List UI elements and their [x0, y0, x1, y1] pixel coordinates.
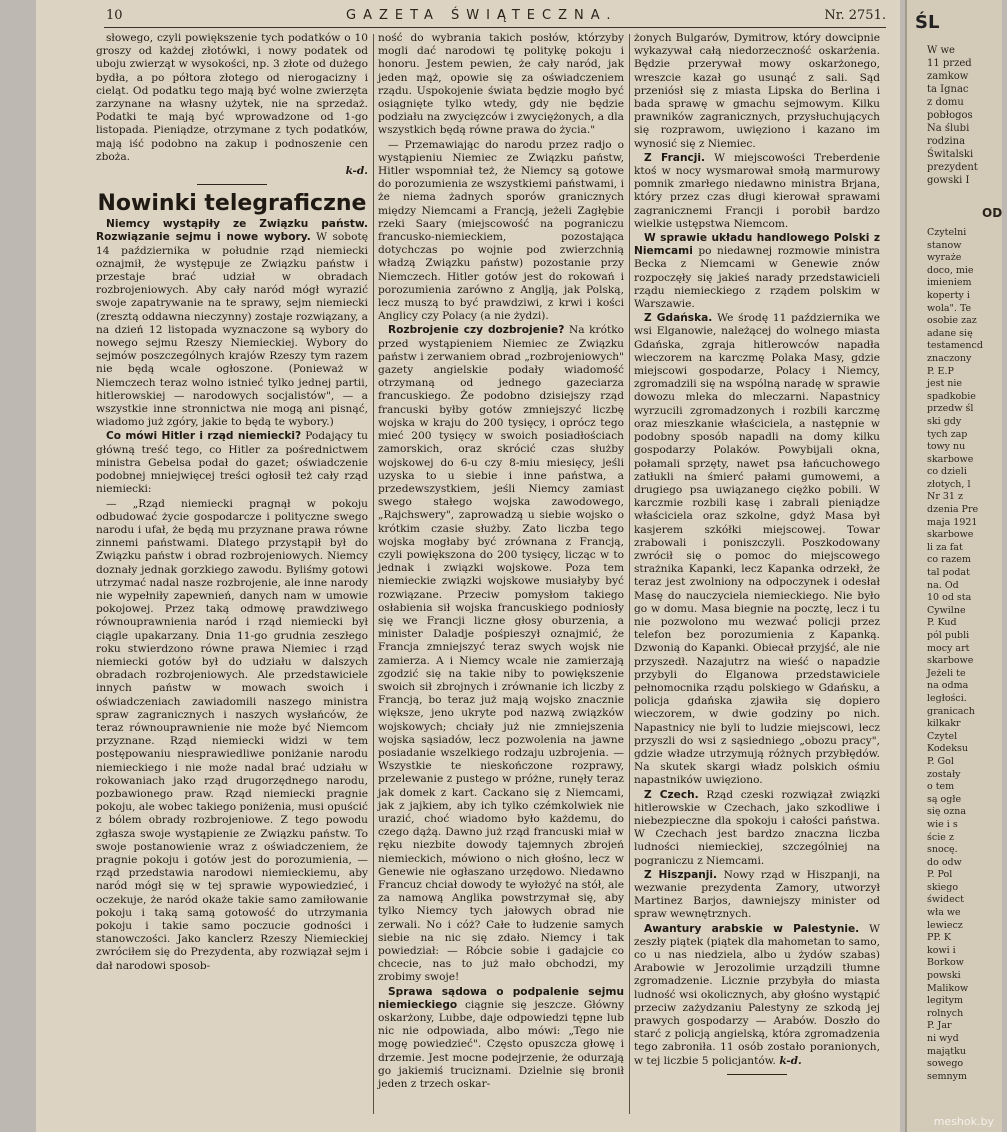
text-line: Kodeksu [927, 743, 969, 755]
paragraph: ciągnie się jeszcze. Główny oskarżony, Lubbe, daje odpowiedzi tępne lub nic nie odpowiada, albo mówi: „Tego nie mogę powiedzieć". Często opuszcza głowę i drzemie. Jest mocne podejrzenie, że odurzają go jakiemiś truciznami. Dzielnie się bronił jeden z trzech oskar- [378, 998, 624, 1091]
text-line: przedw śl [927, 403, 974, 415]
article-headline: Niemcy wystąpiły ze Związku państw. Rozwiązanie sejmu i nowe wybory. [96, 218, 368, 244]
text-line: lewiecz [927, 919, 963, 931]
text-line: znaczony [927, 352, 972, 364]
author-sign: k-d. [779, 1054, 802, 1067]
text-line: li za fat [927, 541, 963, 553]
text-line: adane się [927, 327, 973, 339]
text-line: pobłogos [927, 110, 973, 121]
text-line: skarbowe [927, 453, 974, 465]
text-line: W we [927, 45, 955, 56]
text-line: wie i s [927, 818, 958, 830]
text-line: osobie zaz [927, 315, 977, 327]
text-line: tal podat [927, 567, 970, 579]
text-line: co razem [927, 554, 971, 566]
watermark: meshok.by [933, 1115, 994, 1128]
text-line: kowi i [927, 944, 956, 956]
author-sign: k-d. [345, 165, 368, 178]
text-line: PP. K [927, 932, 951, 944]
article-headline: Sprawa sądowa o podpalenie sejmu niemieckiego [378, 985, 624, 1011]
paragraph: W miejscowości Treberdenie ktoś w nocy wysmarował smołą marmurowy pomnik zmarłego niedawno ministra Brjana, który przez czas długi kierował sprawami zagranicznemi Francji i porobił bardzo wielkie ustępstwa Niemcom. [634, 151, 880, 230]
text-line: imieniem [927, 277, 972, 289]
paragraph: ność do wybrania takich posłów, którzyby mogli dać narodowi tę politykę pokoju i honoru. Jestem pewien, że cały naród, jak jeden mąż, opowie się za oświadczeniem rządu. Uspokojenie świata będzie mogło być osiągnięte tylko wtedy, gdy nie będzie podziału na zwycięzców i zwyciężonych, a dla wszystkich będą równe prawa do życia." [378, 32, 624, 137]
text-line: wola". Te [927, 302, 972, 314]
section-heading: OD [982, 206, 1003, 220]
page-number: 10 [106, 8, 123, 23]
article-headline: Z Francji. [644, 151, 706, 164]
text-line: maja 1921 [927, 516, 978, 528]
text-line: świdect [927, 894, 964, 906]
text-line: Borkow [927, 957, 964, 969]
text-line: Malikow [927, 982, 969, 994]
text-line: 10 od sta [927, 592, 972, 604]
article-headline: Co mówi Hitler i rząd niemiecki? [106, 430, 302, 443]
text-line: semnym [927, 1070, 967, 1082]
paragraph: Rząd czeski rozwiązał związki hitlerowskie w Czechach, jako szkodliwe i niebezpieczne dla spokoju i całości państwa. W Czechach jest bardzo znaczna liczba ludności niemieckiej, szczególniej na pograniczu z Niemcami. [634, 788, 881, 867]
column-3 [634, 32, 880, 1127]
text-line: dzenia Pre [927, 504, 979, 516]
text-line: zamkow [927, 71, 969, 82]
paragraph: Podający tu główną treść tego, co Hitler za pośrednictwem ministra Gebelsa podał do gazet; oświadczenie podobnej mniejwięcej treści ogłosił też cały rząd niemiecki: [96, 430, 368, 496]
paragraph: Na krótko przed wystąpieniem Niemiec ze Związku państw i zerwaniem obrad „rozbrojeniowych" gazety angielskie podały wiadomość otrzymaną od jednego gazeciarza francuskiego. Że podobno dzisiejszy rząd francuski byłby gotów zmniejszyć liczbę wojska w kraju do 200 tysięcy, i oprócz tego mieć 200 tysięcy w swoich posiadłościach zamorskich, oraz skrócić czas służby wojskowej do 6-u czy 8-miu miesięcy, jeśli uzyska to u siebie i inne państwa, a przedewszystkiem, jeśli Niemcy zamiast swego stałego wojska zawodowego, „Rajchswery", zaprowadzą u siebie wojsko o krótkim czasie służby. Zato liczba tego wojska mogłaby być zrównana z Francją, czyli powiększona do 200 tysięcy, licząc w to jednak i związki wojskowe. Poza tem niemieckie związki wojskowe musiałyby być rozwiązane. Przeciw pomysłom takiego osłabienia sił wojska francuskiego podniosły się we Francji liczne głosy oburzenia, a minister Daladje pośpieszył oznajmić, że Francja zmniejszyć teraz swych wojsk nie zamierza. A i Niemcy wcale nie zamierzają zgodzić się na takie niby to powiększenie swoich sił zbrojnych i zrównanie ich liczby z Francją, bo teraz już mają wojsko znacznie większe, jeno ukryte pod nazwą związków wojskowych; chciały już nie zmniejszenia wojska sąsiadów, lecz pozwolenia na jawne posiadanie wszelkiego rodzaju uzbrojenia. — Wszystkie te nieskończone rozprawy, przelewanie z pustego w próżne, runęły teraz jak domek z kart. Cackano się z Niemcami, jak z jajkiem, aby ich tylko czémkolwiek nie urazić, choć wiadomo było każdemu, do czego dążą. Dawno już rząd francuski miał w ręku niezbite dowody tajemnych zbrojeń niemieckich, mówiono o nich głośno, lecz w Genewie nie ogłaszano urzędowo. Niedawno Francuz chciał dowody te wyłożyć na stół, ale za namową Anglika powstrzymał się, aby tylko Niemcy tych jałowych obrad nie zerwali. No i cóż? Całe to łudzenie samych siebie na nic się zdało. Niemcy i tak powiedział: — Róbcie sobie i gadajcie co chcecie, nas to już mało obchodzi, my zrobimy swoje! [378, 324, 625, 984]
paragraph: Nowy rząd w Hiszpanji, na wezwanie prezydenta Zamory, utworzył Martinez Barjos, dawniejszy minister od spraw wewnętrznych. [634, 868, 881, 921]
column-2 [378, 32, 624, 1127]
column-divider [629, 34, 630, 1114]
text-line: co dzieli [927, 466, 967, 478]
paragraph: po niedawnej rozmowie ministra Becka z Niemcami w Genewie znów rozpoczęły się jakieś narady przedstawicieli rządu niemieckiego z rządem polskim w Warszawie. [634, 245, 880, 311]
article-headline: W sprawie układu handlowego Polski z Niemcami [634, 232, 880, 258]
paragraph: — Przemawiając do narodu przez radjo o wystąpieniu Niemiec ze Związku państw, Hitler wspomniał też, że Niemcy są gotowe do porozumienia ze wszystkiemi państwami, i że niema żadnych sporów granicznych między Niemcami a Francją, jeżeli Zagłębie rzeki Saary (miejscowość na pograniczu francusko-niemieckiem, pozostająca dotychczas po wojnie pod zwierzchnią władzą Związku państw) pozostanie przy Niemczech. Hitler gotów jest do rokowań i porozumienia zarówno z Anglją, jak Polską, lecz muszą to być prawdziwi, z krwi i kości Anglicy czy Polacy (a nie żydzi). [378, 138, 624, 323]
text-line: wyraże [927, 252, 962, 264]
text-line: Czytelni [927, 227, 967, 238]
text-line: ta Ignac [927, 84, 969, 95]
adjacent-text-block [927, 226, 1007, 1082]
text-line: skiego [927, 881, 959, 893]
text-line: do odw [927, 856, 962, 868]
newspaper-page [36, 0, 900, 1132]
issue-number: Nr. 2751. [824, 8, 886, 23]
text-line: towy nu [927, 441, 966, 453]
text-line: wła we [927, 907, 961, 919]
text-line: powski [927, 970, 961, 982]
text-line: rolnych [927, 1007, 964, 1019]
separator [727, 1074, 787, 1075]
text-line: koperty i [927, 289, 970, 301]
text-line: złotych, l [927, 478, 971, 490]
header-rule [104, 27, 886, 28]
text-line: P. E.P [927, 365, 954, 377]
text-line: gowski I [927, 175, 970, 186]
text-line: Nr 31 z [927, 491, 963, 503]
text-line: pól publi [927, 630, 970, 641]
text-line: skarbowe [927, 655, 974, 667]
text-line: o tem [927, 781, 955, 793]
paragraph: W zeszły piątek (piątek dla mahometan to samo, co u nas niedziela, albo u żydów szabas) Arabowie w Jerozolimie urządzili tłumne zgromadzenie. Licznie przybyła do miasta ludność wsi okolicznych, aby głośno wystąpić przeciw zażydzaniu Palestyny ze szkodą jej prawych gospodarzy — Arabów. Doszło do starć z policją angielską, która zgromadzenia tego zabroniła. 11 osób zostało poranionych, w tej liczbie 5 policjantów. [634, 922, 881, 1067]
text-line: skarbowe [927, 529, 974, 541]
text-line: się ozna [927, 806, 967, 818]
text-line: doco, mie [927, 264, 974, 276]
article-headline: Rozbrojenie czy dozbrojenie? [388, 324, 565, 337]
text-line: stanow [927, 239, 962, 251]
paragraph: słowego, czyli powiększenie tych podatków o 10 groszy od każdej złotówki, i nowy podatek od uboju zwierząt w wysokości, np. 3 złote od dużego bydła, a po półtora złotego od nierogacizny i cieląt. Od podatku tego mają być wolne zwierzęta zarzynane na własny użytek, nie na sprzedaż. Podatki te mają być wprowadzone od 1-go listopada. Pieniądze, otrzymane z tych podatków, mają iść podobno na zakup i podnoszenie cen zboża. [96, 32, 368, 163]
text-line: ni wyd [927, 1033, 959, 1044]
text-line: na. Od [927, 579, 959, 591]
text-line: na odma [927, 680, 969, 692]
text-line: sowego [927, 1058, 964, 1070]
paragraph: — „Rząd niemiecki pragnął w pokoju odbudować życie gospodarcze i polityczne swego narodu i ufał, że będą mu przyznane prawa równe zinnemi państwami. Dlatego przystąpił był do Związku państw i obrad rozbrojeniowych. Niemcy doznały jednak gorzkiego zawodu. Byliśmy gotowi utrzymać nadal nasze rozbrojenie, ale inne narody nie wypełniły zapewnień, danych nam w umowie pokojowej. Przez taką odmowę prawdziwego równouprawnienia naród i rząd niemiecki był ciągle upakarzany. Dnia 11-go grudnia zeszłego roku stwierdzono równe prawa Niemiec i rząd niemiecki gotów był do udziału w dalszych obradach rozbrojeniowych. Ale przedstawiciele innych państw w mowach swoich i oświadczeniach zawiadomili naszego ministra spraw zagranicznych i naszych wysłańców, że teraz równouprawnienie nie może być Niemcom przyznane. Rząd niemiecki widzi w tem postępowaniu niesprawiedliwe poniżanie narodu niemieckiego i nie może nadal brać udziału w rokowaniach jako rząd drugorzędnego narodu, pozbawionego praw. Rząd niemiecki pragnie pokoju, ale wobec takiego poniżenia, musi opuścić z bólem obrady rozbrojeniowe. Z tego powodu zgłasza swoje wystąpienie ze Związku państw. To swoje postanowienie wraz z oświadczeniem, że pragnie pokoju i gotów jest do porozumienia, — rząd przedstawia narodowi niemieckiemu, aby naród mógł się w tej sprawie wypowiedzieć, i oczekuje, że naród okaże takie samo zamiłowanie pokoju i taką samą gotowość do utrzymania pokoju i takie samo poczucie godności i stanowczości. Jako kanclerz Rzeszy Niemieckiej zwróciłem się do Prezydenta, aby rozwiązał sejm i dał narodowi sposob- [96, 497, 368, 972]
article-headline: Z Hiszpanji. [644, 868, 718, 881]
text-line: jest nie [927, 378, 963, 390]
column-1 [96, 32, 368, 1127]
text-line: z domu [927, 97, 964, 108]
text-line: Świtalski [927, 149, 974, 160]
paragraph: W sobotę 14 października w południe rząd niemiecki oznajmił, że występuje ze Związku państw i przestaje brać udział w obradach rozbrojeniowych. Aby cały naród mógł wyrazić swoje zapatrywanie na te sprawy, sejm niemiecki (zresztą oddawna nieczynny) zostaje rozwiązany, a na dzień 12 listopada wyznaczone są wybory do nowego sejmu Rzeszy Niemieckiej. Wybory do sejmów poszczególnych krajów Rzeszy tym razem nie będą wcale ogłoszone. (Ponieważ w Niemczech teraz wolno istnieć tylko jednej partii, hitlerowskiej — narodowych socjalistów", — a wszystkie inne stronnictwa nie mogą ani pisnąć, wiadomo już zgóry, jakie to będą te wybory.) [96, 231, 368, 429]
adjacent-page-text [927, 44, 1007, 1082]
text-line: Czytel [927, 730, 958, 742]
column-divider [373, 34, 374, 1114]
adjacent-page-title: ŚL [915, 12, 940, 33]
text-line: ście z [927, 831, 954, 843]
text-line: legitym [927, 995, 963, 1007]
text-line: P. Pol [927, 869, 953, 881]
text-line: testamencd [927, 340, 983, 352]
text-line: 11 przed [927, 58, 972, 69]
article-headline: Z Gdańska. [644, 312, 713, 325]
text-line: Jeżeli te [927, 667, 966, 679]
text-line: zostały [927, 768, 961, 780]
text-line: P. Gol [927, 755, 954, 767]
text-line: kilkakr [927, 718, 961, 730]
text-line: P. Kud [927, 617, 957, 629]
paragraph: We środę 11 października we wsi Elganowie, należącej do wolnego miasta Gdańska, zgraja hitlerowców napadła wieczorem na karczmę Polaka Masy, gdzie miejscowi gospodarze, Polacy i Niemcy, zgromadzili się na wspólną naradę w sprawie dowozu mleka do mleczarni. Napastnicy wyrzucili zgromadzonych i rozbili karczmę oraz mieszkanie właściciela, a następnie w podobny sposób napadli na domy kilku gospodarzy Polaków. Powybijali okna, połamali sprzęty, nawet psa łańcuchowego zatłukli na śmierć pałami gumowemi, a drugiego psa uwiązanego ciężko pobili. W karczmie rozbili kasę i zabrali pieniądze właściciela oraz szkolne, gdyż Masa był kasjerem szkółki miejscowej. Towar zrabowali i poniszczyli. Poszkodowany zwrócił się o pomoc do miejscowego strażnika Kapanki, lecz Kapanka odrzekł, że teraz jest zwolniony na odpoczynek i odesłał Masę do nauczyciela niemieckiego. Nie było go w domu. Masa biegnie na pocztę, lecz i tu nie pozwolono mu wezwać policji przez telefon bez porozumienia z Kapanką. Dzwonią do Kapanki. Obiecał przyjść, ale nie przyszedł. Nazajutrz na wieść o napadzie przybyli do Elganowa przedstawiciele pełnomocnika rządu polskiego w Gdańsku, a policja gdańska zjawiła się dopiero wieczorem, w dwie godziny po nich. Napastnicy nie byli to ludzie miejscowi, lecz przyszli do wsi z sąsiedniego „obozu pracy", gdzie władze utrzymują różnych przybłędów. Na skutek skargi władz polskich ośmiu napastników uwięziono. [634, 312, 880, 787]
text-line: mocy art [927, 642, 970, 654]
text-line: majątku [927, 1045, 966, 1057]
article-headline: Awantury arabskie w Palestynie. [644, 922, 860, 935]
text-line: rodzina [927, 136, 966, 147]
text-line: P. Jar [927, 1020, 952, 1032]
text-line: granicach [927, 705, 975, 717]
masthead-title: GAZETA ŚWIĄTECZNA. [346, 8, 618, 23]
text-line: spadkobie [927, 390, 976, 402]
article-headline: Z Czech. [644, 788, 699, 801]
separator [197, 184, 267, 185]
text-line: Na ślubi [927, 123, 970, 134]
text-line: ski gdy [927, 415, 962, 427]
text-line: są ogłe [927, 793, 962, 805]
adjacent-page [905, 0, 1002, 1132]
text-line: snocę. [927, 844, 958, 856]
text-line: prezydent [927, 162, 978, 173]
text-line: Cywilne [927, 604, 966, 616]
paragraph: żonych Bulgarów, Dymitrow, który dowcipnie wykazywał całą niedorzeczność oskarżenia. Będzie przerywał mowy oskarżonego, wreszcie kazał go usunąć z sali. Sąd przeniósł się z miasta Lipska do Berlina i bada sprawę w gmachu sejmowym. Kilku prawników zagranicznych, przysłuchujących się rozprawom, uwięziono i kazano im wynosić się z Niemiec. [634, 32, 880, 150]
section-title: Nowinki telegraficzne [97, 191, 367, 217]
text-line: tych zap [927, 428, 968, 440]
text-line: ległości. [927, 692, 967, 704]
